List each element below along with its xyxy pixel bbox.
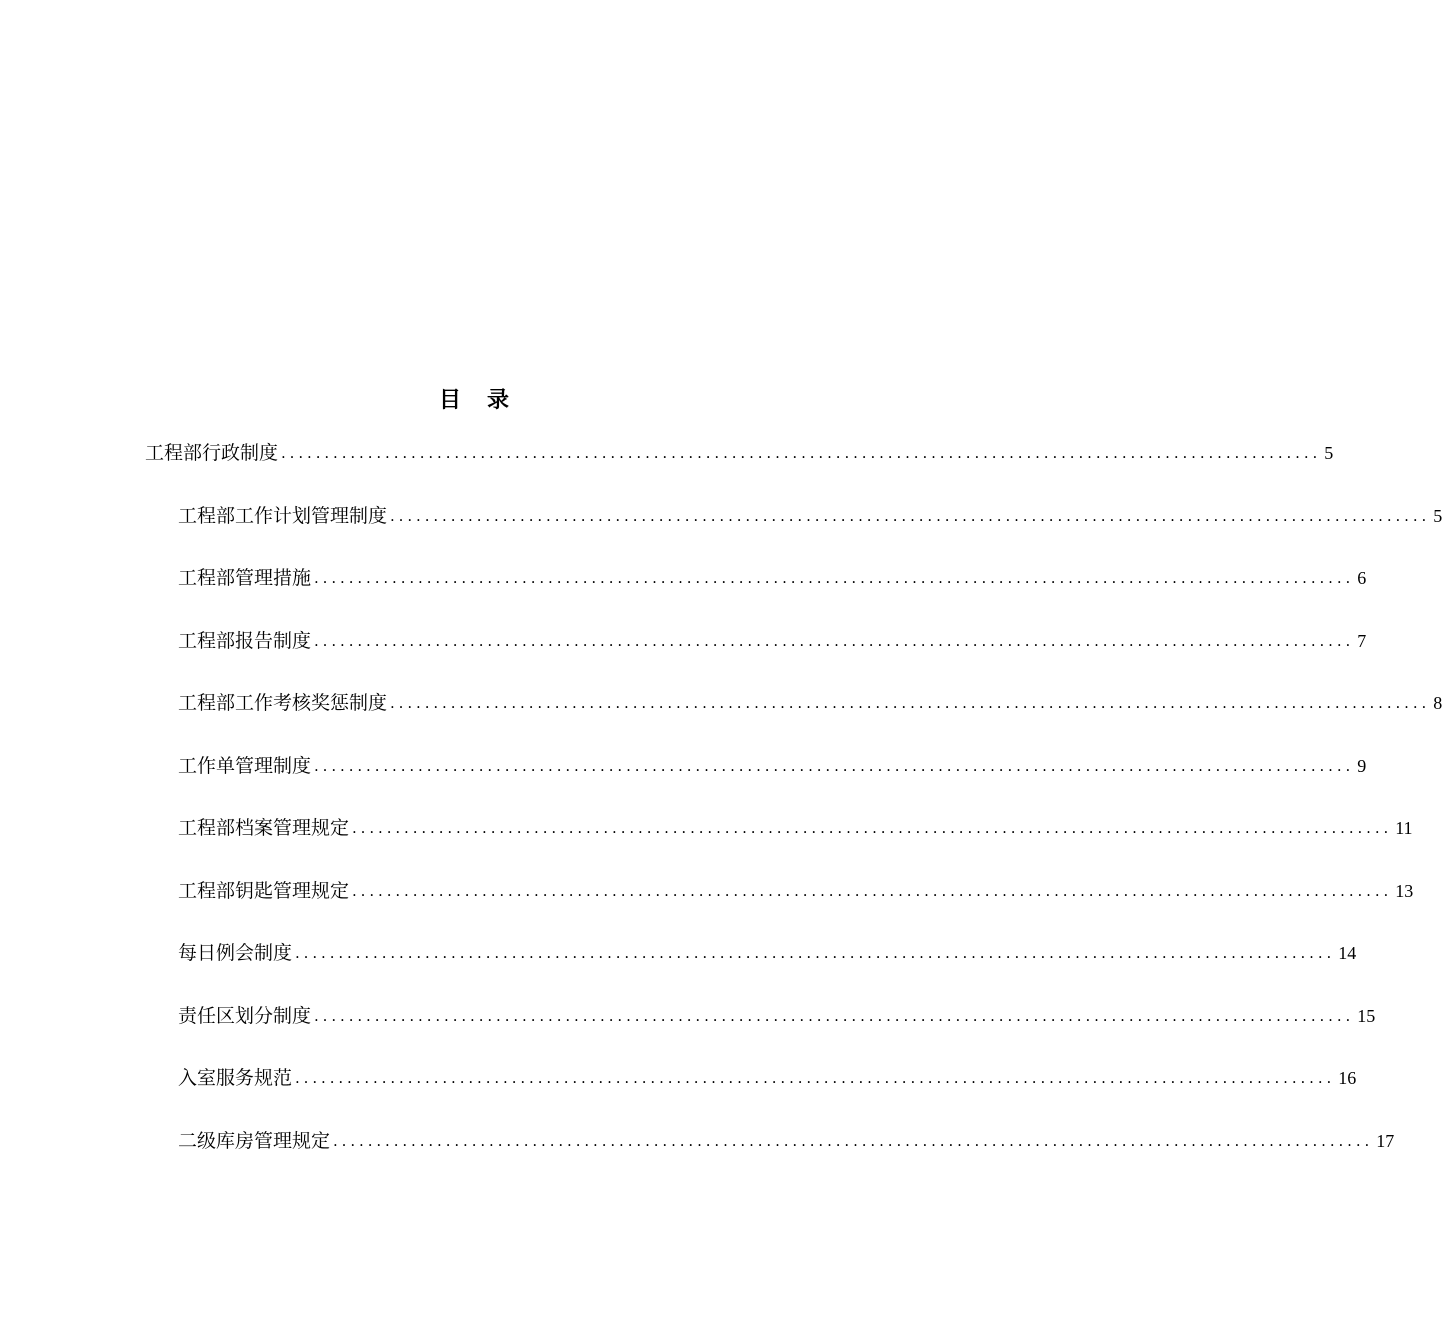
toc-dot-leader: ........................................................................................................................ — [390, 507, 1431, 525]
toc-entry-page: 15 — [1357, 1006, 1376, 1026]
toc-entry[interactable] — [178, 620, 1367, 654]
toc-entry[interactable] — [178, 682, 1442, 716]
toc-entry-page: 6 — [1357, 568, 1367, 588]
toc-entry[interactable] — [178, 745, 1367, 779]
toc-entry-page: 5 — [1433, 506, 1442, 526]
toc-dot-leader: ........................................................................................................................ — [314, 632, 1355, 650]
toc-dot-leader: ........................................................................................................................ — [295, 944, 1336, 962]
toc-entry[interactable] — [178, 870, 1414, 904]
toc-entry-page: 7 — [1357, 631, 1367, 651]
toc-entry-label: 入室服务规范 — [178, 1067, 293, 1089]
toc-entry-label: 工作单管理制度 — [178, 755, 312, 777]
toc-title: 目 录 — [438, 387, 511, 413]
toc-entry-label: 工程部档案管理规定 — [178, 817, 350, 839]
toc-dot-leader: ........................................................................................................................ — [295, 1069, 1336, 1087]
toc-entry-label: 责任区划分制度 — [178, 1005, 312, 1027]
toc-entry-label: 工程部工作计划管理制度 — [178, 505, 388, 527]
toc-dot-leader: ........................................................................................................................ — [314, 1007, 1355, 1025]
toc-entry[interactable] — [178, 557, 1367, 591]
toc-entry-label: 工程部行政制度 — [145, 442, 279, 464]
toc-dot-leader: ........................................................................................................................ — [352, 882, 1393, 900]
toc-entry-label: 二级库房管理规定 — [178, 1130, 331, 1152]
toc-entry-page: 14 — [1338, 943, 1357, 963]
toc-entry-label: 工程部工作考核奖惩制度 — [178, 692, 388, 714]
toc-entry-page: 5 — [1324, 443, 1334, 463]
toc-dot-leader: ........................................................................................................................ — [352, 819, 1393, 837]
toc-entry-label: 工程部报告制度 — [178, 630, 312, 652]
toc-dot-leader: ........................................................................................................................ — [314, 757, 1355, 775]
toc-entry-label: 每日例会制度 — [178, 942, 293, 964]
toc-entry[interactable] — [145, 432, 1334, 466]
toc-dot-leader: ........................................................................................................................ — [333, 1132, 1374, 1150]
toc-entry-page: 11 — [1395, 818, 1413, 838]
toc-entry-label: 工程部钥匙管理规定 — [178, 880, 350, 902]
toc-dot-leader: ........................................................................................................................ — [281, 444, 1322, 462]
toc-entry-label: 工程部管理措施 — [178, 567, 312, 589]
toc-dot-leader: ........................................................................................................................ — [314, 569, 1355, 587]
toc-entry[interactable] — [178, 495, 1442, 529]
toc-entry-page: 17 — [1376, 1131, 1395, 1151]
toc-entry-page: 9 — [1357, 756, 1367, 776]
toc-entry-page: 8 — [1433, 693, 1442, 713]
toc-entry[interactable] — [178, 1120, 1395, 1154]
toc-entry[interactable] — [178, 995, 1376, 1029]
toc-entry[interactable] — [178, 807, 1413, 841]
toc-entry[interactable] — [178, 932, 1357, 966]
toc-dot-leader: ........................................................................................................................ — [390, 694, 1431, 712]
toc-entry[interactable] — [178, 1057, 1357, 1091]
toc-entry-page: 13 — [1395, 881, 1414, 901]
toc-entry-page: 16 — [1338, 1068, 1357, 1088]
